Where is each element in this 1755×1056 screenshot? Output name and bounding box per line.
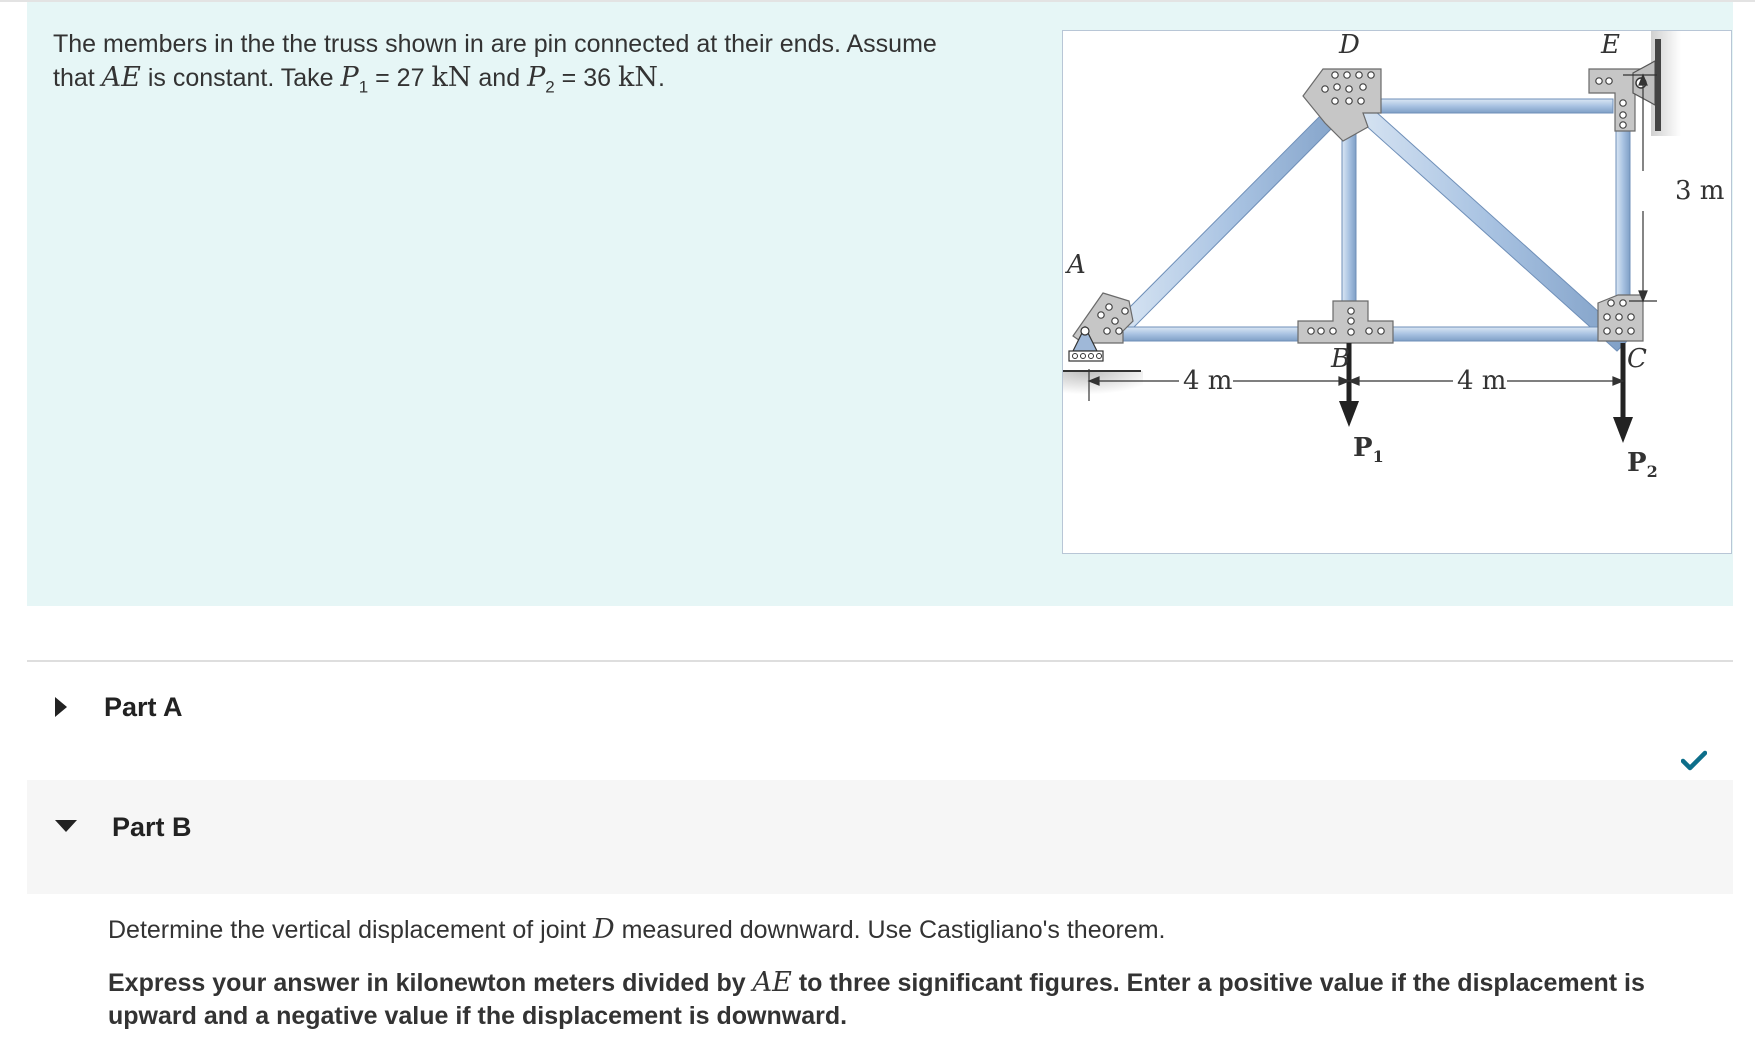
problem-constant-text: is constant. Take bbox=[147, 64, 334, 92]
label-e: E bbox=[1601, 31, 1620, 60]
label-d: D bbox=[1339, 31, 1360, 60]
arrow-p2-head bbox=[1613, 417, 1633, 443]
section-divider bbox=[27, 660, 1733, 662]
checkmark-icon bbox=[1681, 750, 1707, 772]
instruction-ae-symbol: AE bbox=[752, 967, 792, 998]
dim-span-2: 4 m bbox=[1457, 366, 1507, 396]
member-ad bbox=[1111, 93, 1355, 338]
problem-intro: The members in the the truss shown in are pin connected at their ends. Assume that bbox=[53, 30, 937, 92]
load-p2-label: $P_2$ bbox=[1627, 448, 1658, 481]
problem-panel bbox=[27, 2, 1733, 606]
truss-diagram bbox=[1063, 31, 1731, 553]
truss-members bbox=[1111, 93, 1630, 351]
plate-b bbox=[1298, 301, 1393, 343]
dim-height: 3 m bbox=[1675, 176, 1725, 206]
p1-unit: kN bbox=[431, 62, 472, 93]
member-de bbox=[1343, 99, 1613, 113]
joint-d-symbol: D bbox=[592, 914, 615, 945]
label-c: C bbox=[1627, 344, 1647, 374]
dim-span-1: 4 m bbox=[1183, 366, 1233, 396]
part-a-label[interactable]: Part A bbox=[104, 692, 183, 722]
p1-symbol: $P_1$ bbox=[340, 62, 369, 97]
p2-symbol: $P_2$ bbox=[527, 62, 555, 97]
caret-down-icon[interactable] bbox=[55, 820, 77, 832]
ground-shading bbox=[1063, 371, 1143, 397]
period: . bbox=[657, 64, 665, 92]
part-a-header[interactable] bbox=[27, 676, 1733, 780]
part-b-header[interactable] bbox=[27, 780, 1733, 894]
part-b-label[interactable]: Part B bbox=[112, 812, 192, 842]
member-dc bbox=[1343, 93, 1629, 351]
part-b-instructions: Express your answer in kilonewton meters divided by AE to three significant figures. Enter a positive value if the displacement is upward and a negative value if the displacement is downward. bbox=[108, 967, 1645, 1030]
span-dimension bbox=[1089, 369, 1623, 401]
caret-right-icon[interactable] bbox=[55, 697, 67, 717]
p2-value: = 36 bbox=[561, 64, 612, 92]
label-a: A bbox=[1067, 250, 1086, 280]
label-b: B bbox=[1331, 344, 1351, 374]
load-p1-label: $P_1$ bbox=[1353, 433, 1384, 466]
arrow-p1-head bbox=[1339, 401, 1359, 427]
truss-figure[interactable] bbox=[1062, 30, 1732, 554]
p1-value: = 27 bbox=[375, 64, 425, 92]
ae-symbol: AE bbox=[101, 62, 141, 93]
part-b-question: Determine the vertical displacement of joint D measured downward. Use Castigliano's theorem. bbox=[108, 914, 1166, 945]
p2-unit: kN bbox=[617, 62, 658, 93]
problem-statement bbox=[53, 28, 973, 103]
and-text: and bbox=[478, 64, 521, 92]
